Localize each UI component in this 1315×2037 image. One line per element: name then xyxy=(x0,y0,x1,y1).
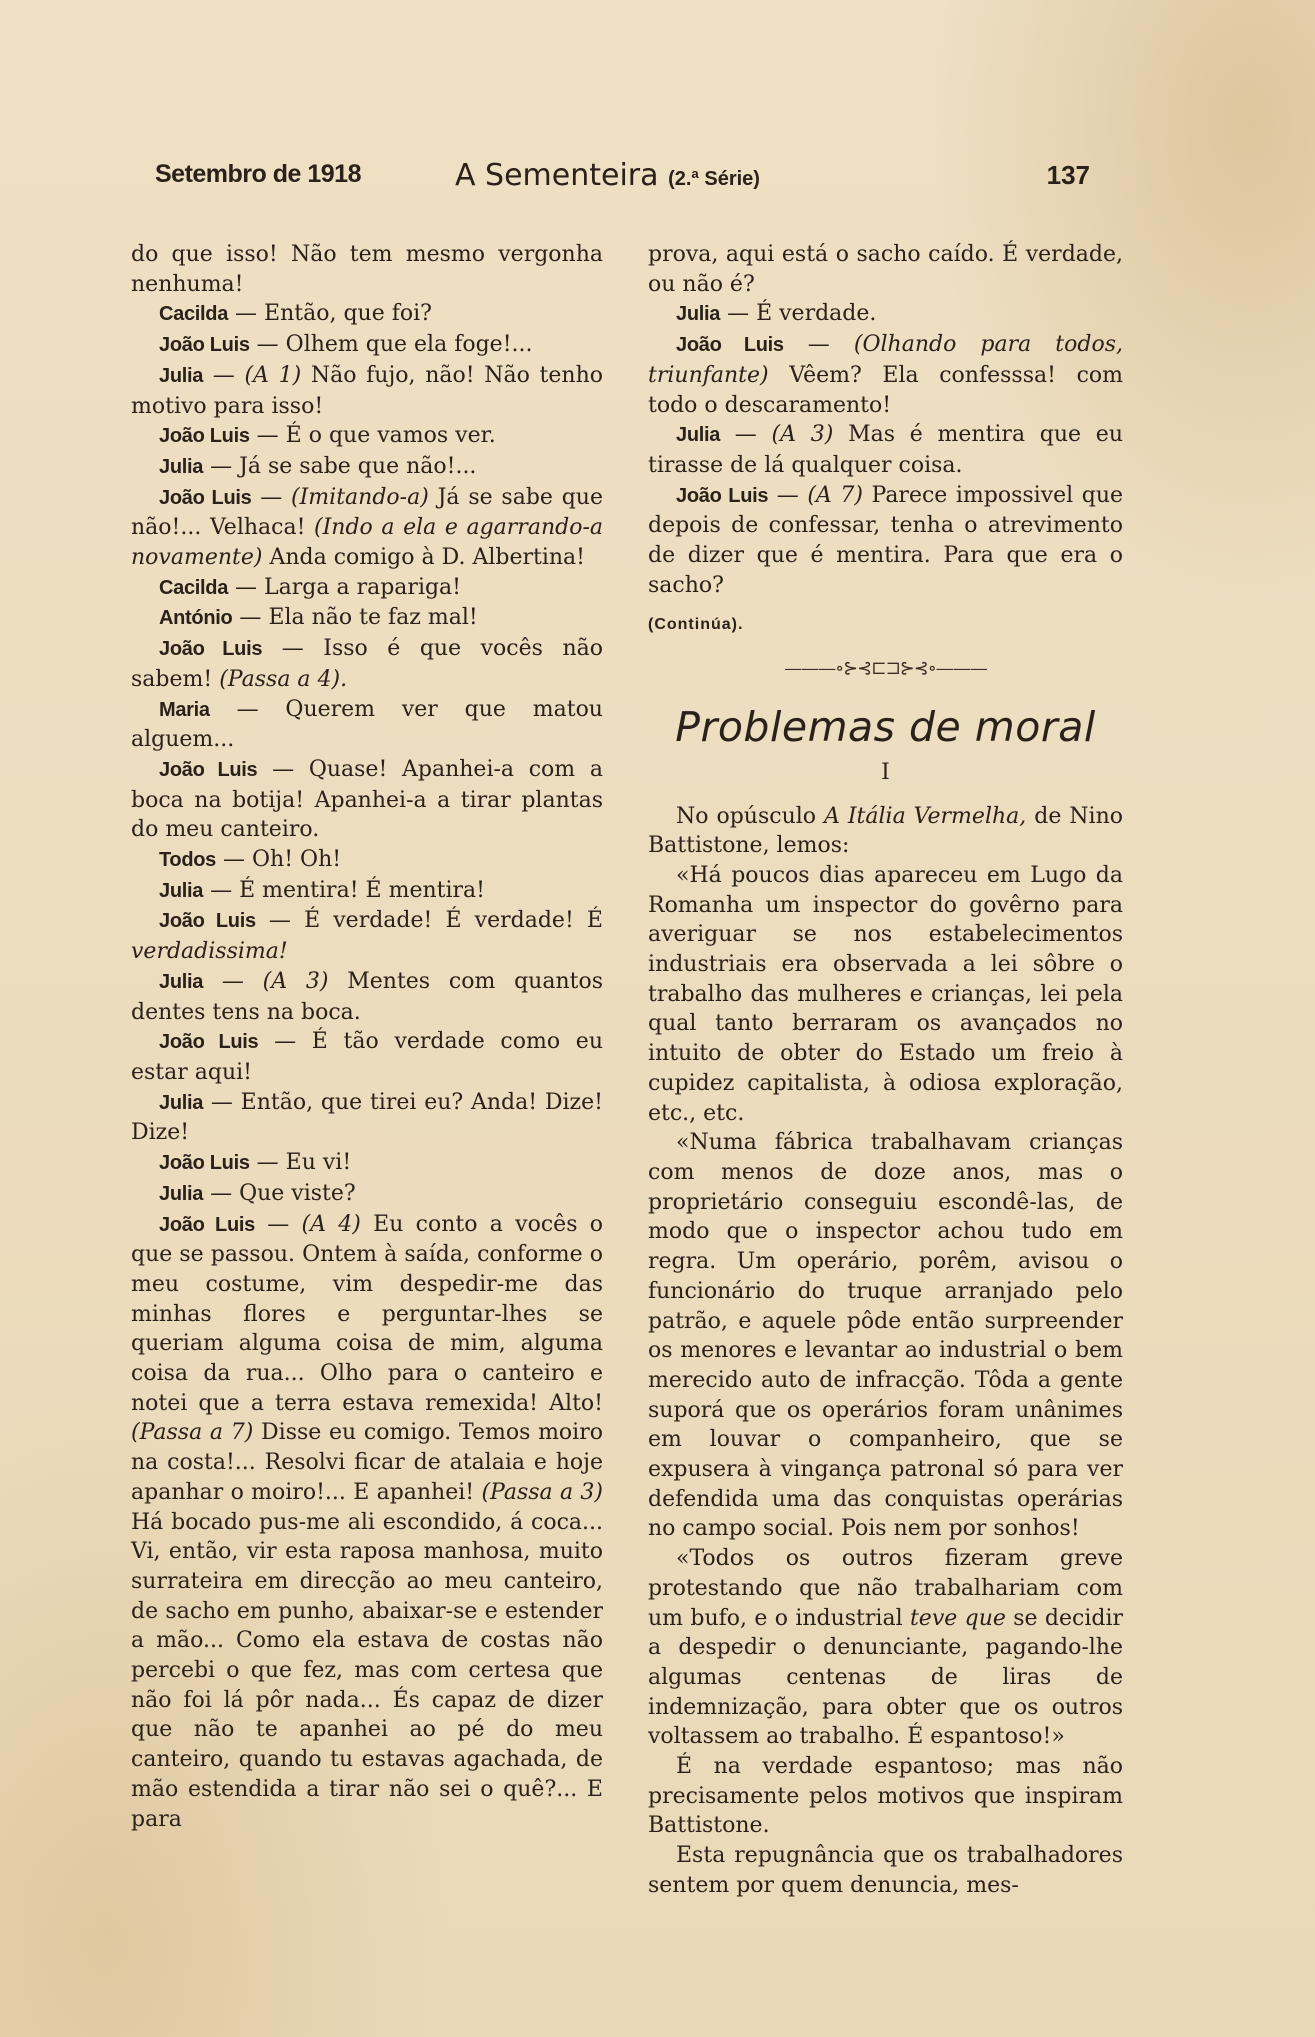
stage-direction: (A 7) xyxy=(807,482,863,508)
speaker-name: João Luis xyxy=(676,334,784,357)
text-line xyxy=(648,240,1123,299)
stage-direction: (Passa a 7) xyxy=(131,1420,254,1446)
dialogue-text: Oh! Oh! xyxy=(252,847,342,873)
speaker-name: Julia xyxy=(159,970,204,993)
speaker-name: João Luis xyxy=(159,910,256,933)
continues-note: (Continúa). xyxy=(648,616,744,634)
article-paragraph: «Numa fábrica trabalhavam crianças com menos de doze anos, mas o proprietário conseguiu escondê-las, de modo que o inspector achou tudo em regra. Um operário, porêm, avisou o funcionário do truque arranjado pelo patrão, e aquele pôde então surpreender os menores e levantar ao industrial o bem merecido auto de infracção. Tôda a gente suporá que os operários foram unânimes em louvar o companheiro, que se expusera à vingança patronal só para ver defendida uma das conquistas operárias no campo social. Pois nem por sonhos! xyxy=(648,1130,1123,1542)
speaker-name: João Luis xyxy=(159,758,258,781)
dialogue-text: Olhem que ela foge!... xyxy=(285,332,533,358)
speaker-name: João Luis xyxy=(159,486,252,509)
dialogue-line: Julia — É verdade. xyxy=(676,301,877,327)
dialogue-line: João Luis — É tão verdade como eu estar aqui! xyxy=(131,1029,603,1085)
dialogue-line: Julia — (A 3) Mentes com quantos dentes tens na boca. xyxy=(131,968,603,1025)
dialogue-line: Todos — Oh! Oh! xyxy=(159,847,342,873)
dialogue-text: Querem ver que matou alguem... xyxy=(131,696,603,753)
dialogue-text: prova, aqui está o sacho caído. É verdade, ou não é? xyxy=(648,242,1123,297)
ornament-divider: ———∘⊱⊰⊏⊐⊱⊰∘——— xyxy=(784,658,987,680)
dialogue-text: Vêem? Ela confesssa! com todo o descaramento! xyxy=(648,362,1123,418)
article-paragraph: No opúsculo A Itália Vermelha, de Nino Battistone, lemos: xyxy=(648,803,1124,859)
dialogue-text: Mas é mentira que eu tirasse de lá qualquer coisa. xyxy=(648,422,1123,478)
speaker-name: Todos xyxy=(159,849,217,872)
article-paragraph: Esta repugnância que os trabalhadores sentem por quem denuncia, mes- xyxy=(648,1843,1123,1898)
play-dialogue-continued xyxy=(648,240,1123,600)
dialogue-line: António — Ela não te faz mal! xyxy=(159,605,478,631)
speaker-name: João Luis xyxy=(159,1213,255,1236)
right-column xyxy=(648,240,1123,1901)
stage-direction: (A 3) xyxy=(262,968,329,994)
speaker-name: Julia xyxy=(159,364,204,387)
stage-direction: (A 4) xyxy=(301,1211,361,1237)
dialogue-text: Que viste? xyxy=(239,1180,356,1206)
dialogue-text: Não fujo, não! Não tenho motivo para isso! xyxy=(131,362,603,419)
speaker-name: João Luis xyxy=(676,484,769,507)
dialogue-line: Maria — Querem ver que matou alguem... xyxy=(131,696,603,753)
article-paragraph: «Há poucos dias apareceu em Lugo da Romanha um inspector do govêrno para averiguar se nos estabelecimentos industriais era observada a lei sôbre o trabalho das mulheres e crianças, lei pela qual tanto berraram os avançados no intuito de obter do Estado um freio à cupidez capitalista, à odiosa exploração, etc., etc. xyxy=(648,862,1123,1126)
dialogue-line: Julia — É mentira! É mentira! xyxy=(159,877,485,903)
dialogue-text: Anda comigo à D. Albertina! xyxy=(269,545,585,571)
stage-direction: (A 1) xyxy=(244,362,302,388)
speaker-name: João Luis xyxy=(159,425,250,448)
stage-direction: (Imitando-a) xyxy=(291,484,429,510)
article-paragraph: É na verdade espantoso; mas não precisamente pelos motivos que inspiram Battistone. xyxy=(648,1754,1123,1839)
dialogue-line: João Luis — (Olhando para todos, triunfante) Vêem? Ela confesssa! com todo o descaramento! xyxy=(648,332,1123,418)
speaker-name: João Luis xyxy=(159,1152,250,1175)
series-label: (2.ª Série) xyxy=(668,168,760,190)
dialogue-line: Cacilda — Larga a rapariga! xyxy=(159,574,462,600)
speaker-name: Maria xyxy=(159,698,210,721)
stage-direction: verdadissima! xyxy=(131,939,288,965)
dialogue-line: Julia — (A 1) Não fujo, não! Não tenho motivo para isso! xyxy=(131,362,603,419)
speaker-name: Julia xyxy=(676,303,721,326)
dialogue-text: É verdade. xyxy=(756,301,877,327)
dialogue-text: Quase! Apanhei-a com a boca na botija! Apanhei-a a tirar plantas do meu canteiro. xyxy=(131,756,603,843)
dialogue-line: João Luis — (A 7) Parece impossivel que depois de confessar, tenha o atrevimento de dizer que é mentira. Para que era o sacho? xyxy=(648,482,1124,598)
dialogue-text: Já se sabe que não!... Velhaca! xyxy=(131,484,603,541)
dialogue-text: É tão verdade como eu estar aqui! xyxy=(131,1029,603,1085)
dialogue-text: Então, que tirei eu? Anda! Dize! Dize! xyxy=(131,1089,603,1146)
dialogue-text: Há bocado pus-me ali escondido, á coca... Vi, então, vir esta raposa manhosa, muito surrateira em direcção ao meu canteiro, de sacho em punho, abaixar-se e estender a mão... Como ela estava de costas não percebi o que fez, mas com certesa que não foi lá pôr nada... És capaz de dizer que não te apanhei ao pé do meu canteiro, quando tu estavas agachada, de mão estendida a tirar não sei o quê?... E para xyxy=(131,1509,603,1832)
text-line xyxy=(131,240,603,299)
dialogue-text: Já se sabe que não!... xyxy=(239,453,477,479)
dialogue-text: Eu vi! xyxy=(285,1150,352,1176)
running-head xyxy=(155,158,1090,198)
speaker-name: João Luis xyxy=(159,638,263,661)
left-column xyxy=(131,240,603,1834)
dialogue-text: Mentes com quantos dentes tens na boca. xyxy=(131,968,603,1025)
speaker-name: João Luis xyxy=(159,1031,259,1054)
journal-title: A Sementeira xyxy=(455,158,659,193)
speaker-name: João Luis xyxy=(159,334,250,357)
dialogue-text: Parece impossivel que depois de confessar, tenha o atrevimento de dizer que é mentira. Para que era o sacho? xyxy=(648,482,1124,598)
page-number: 137 xyxy=(1046,160,1090,190)
dialogue-line: João Luis — Eu vi! xyxy=(159,1150,352,1176)
speaker-name: Julia xyxy=(159,879,204,902)
dialogue-text: É mentira! É mentira! xyxy=(239,877,485,903)
dialogue-line: João Luis — É verdade! É verdade! É verdadissima! xyxy=(131,908,603,965)
stage-direction: (A 3) xyxy=(771,422,834,448)
dialogue-text: Eu conto a vocês o que se passou. Ontem à saída, conforme o meu costume, vim despedir-me das minhas flores e perguntar-lhes se queriam alguma coisa de mim, alguma coisa da rua... Olho para o canteiro e notei que a terra estava remexida! Alto! xyxy=(131,1211,604,1416)
dialogue-line: Julia — (A 3) Mas é mentira que eu tirasse de lá qualquer coisa. xyxy=(648,422,1123,478)
speaker-name: Cacilda xyxy=(159,303,229,326)
speaker-name: Cacilda xyxy=(159,576,229,599)
dialogue-text: Disse eu comigo. Temos moiro na costa!... Resolvi ficar de atalaia e hoje apanhar o moiro!... E apanhei! xyxy=(131,1420,603,1505)
dialogue-text: do que isso! Não tem mesmo vergonha nenhuma! xyxy=(131,242,603,297)
dialogue-line: João Luis — Quase! Apanhei-a com a boca na botija! Apanhei-a a tirar plantas do meu canteiro. xyxy=(131,756,603,843)
dialogue-line: João Luis — (A 4) Eu conto a vocês o que se passou. Ontem à saída, conforme o meu costume, vim despedir-me das minhas flores e perguntar-lhes se queriam alguma coisa de mim, alguma coisa da rua... Olho para o canteiro e notei que a terra estava remexida! Alto! (Passa a 7) Disse eu comigo. Temos moiro na costa!... Resolvi ficar de atalaia e hoje apanhar o moiro!... E apanhei! (Passa a 3) Há bocado pus-me ali escondido, á coca... Vi, então, vir esta raposa manhosa, muito surrateira em direcção ao meu canteiro, de sacho em punho, abaixar-se e estender a mão... Como ela estava de costas não percebi o que fez, mas com certesa que não foi lá pôr nada... És capaz de dizer que não te apanhei ao pé do meu canteiro, quando tu estavas agachada, de mão estendida a tirar não sei o quê?... E para xyxy=(131,1211,604,1832)
section-numeral: I xyxy=(881,759,890,785)
stage-direction: (Passa a 4). xyxy=(219,666,348,692)
dialogue-line: Julia — Que viste? xyxy=(159,1180,356,1206)
article-paragraph: «Todos os outros fizeram greve protestando que não trabalhariam com um bufo, e o industrial teve que se decidir a despedir o denunciante, pagando-lhe algumas centenas de liras de indemnização, para obter que os outros voltassem ao trabalho. É espantoso!» xyxy=(648,1546,1124,1750)
dialogue-line: Julia — Então, que tirei eu? Anda! Dize! Dize! xyxy=(131,1089,603,1146)
dialogue-text: Ela não te faz mal! xyxy=(268,605,478,631)
dialogue-text: É o que vamos ver. xyxy=(285,423,496,449)
dialogue-line: Julia — Já se sabe que não!... xyxy=(159,453,477,479)
dialogue-line: João Luis — Olhem que ela foge!... xyxy=(159,332,533,358)
speaker-name: Julia xyxy=(159,1091,204,1114)
article-title: Problemas de moral xyxy=(675,702,1096,751)
journal-title-line xyxy=(455,158,760,193)
dialogue-text: É verdade! É verdade! É xyxy=(304,908,603,934)
issue-date: Setembro de 1918 xyxy=(155,160,361,188)
speaker-name: Julia xyxy=(676,424,721,447)
speaker-name: Julia xyxy=(159,455,204,478)
stage-direction: (Olhando para todos, triunfante) xyxy=(648,332,1123,388)
dialogue-text: Isso é que vocês não sabem! xyxy=(131,636,603,692)
dialogue-line: João Luis — (Imitando-a) Já se sabe que não!... Velhaca! (Indo a ela e agarrando-a novamente) Anda comigo à D. Albertina! xyxy=(131,484,603,571)
dialogue-text: Então, que foi? xyxy=(264,301,432,327)
speaker-name: António xyxy=(159,607,233,630)
dialogue-line: Cacilda — Então, que foi? xyxy=(159,301,432,327)
stage-direction: (Passa a 3) xyxy=(481,1479,603,1505)
dialogue-text: Larga a rapariga! xyxy=(264,574,462,600)
stage-direction: (Indo a ela e agarrando-a novamente) xyxy=(131,515,603,571)
dialogue-line: João Luis — Isso é que vocês não sabem! (Passa a 4). xyxy=(131,636,603,692)
dialogue-line: João Luis — É o que vamos ver. xyxy=(159,423,496,449)
speaker-name: Julia xyxy=(159,1182,204,1205)
